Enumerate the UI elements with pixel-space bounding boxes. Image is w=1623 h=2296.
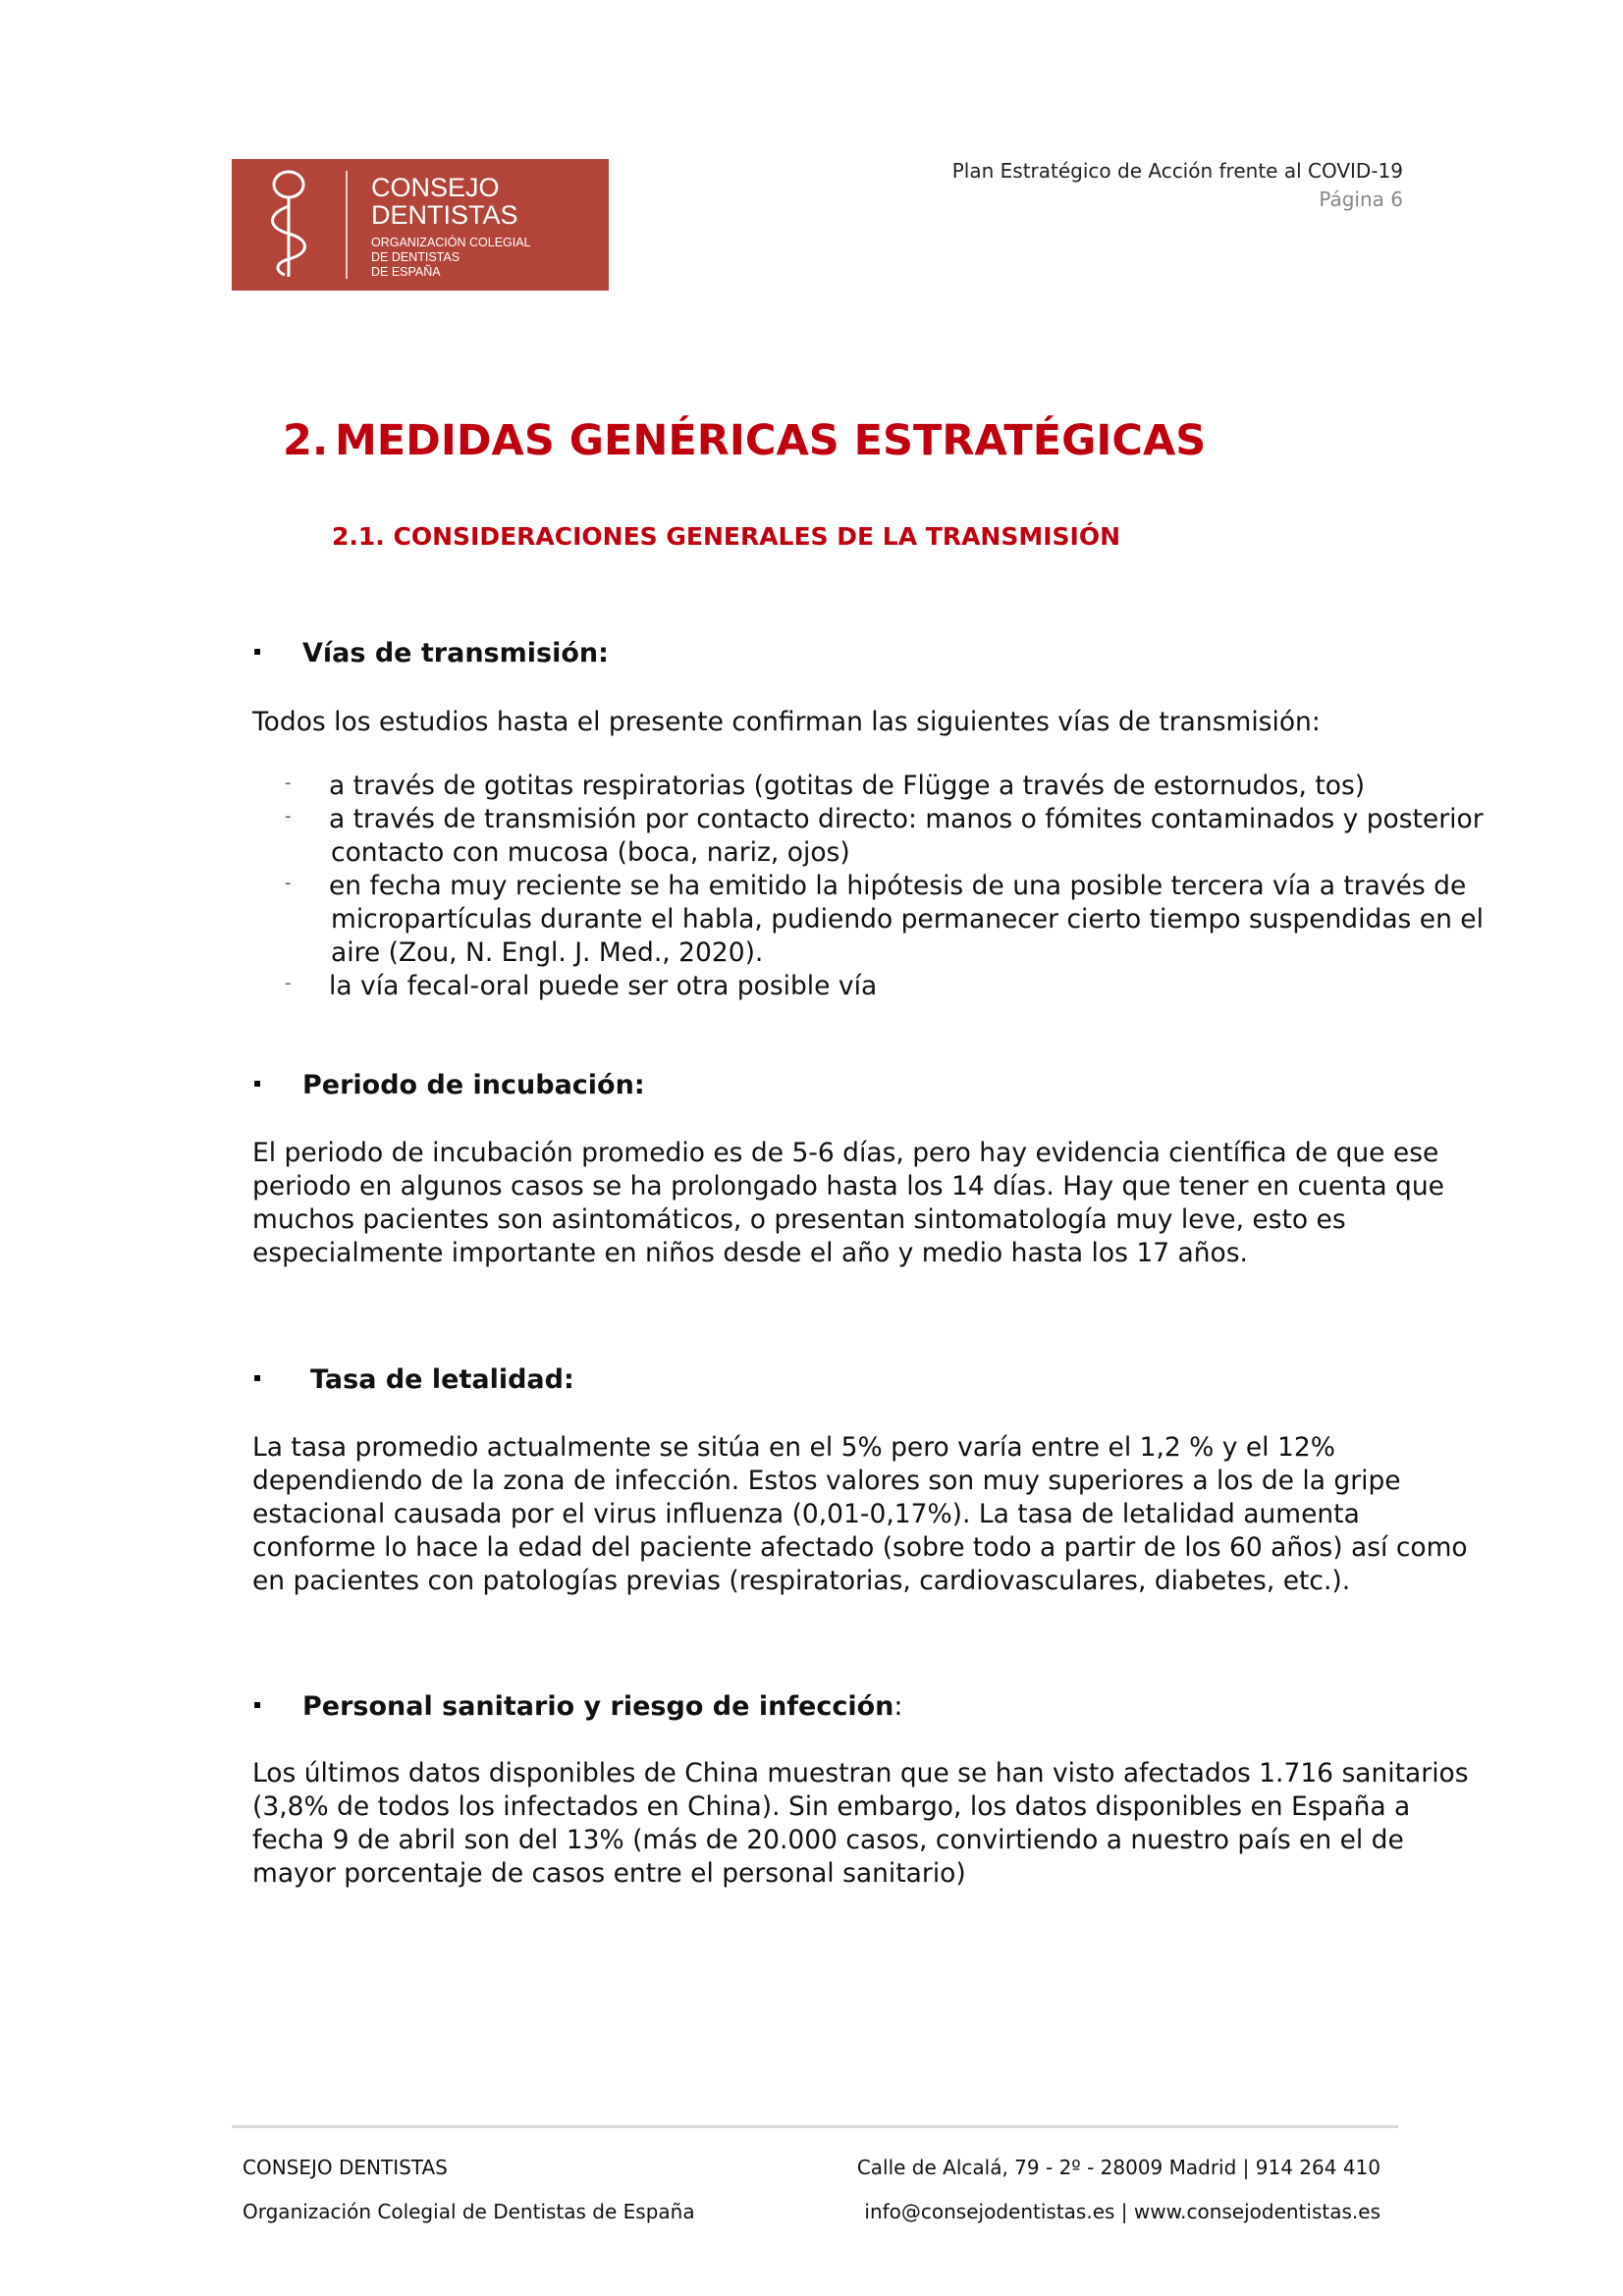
personal-title-text: Personal sanitario y riesgo de infección <box>302 1691 894 1722</box>
page-number: Página 6 <box>1319 187 1403 211</box>
personal-title-colon: : <box>893 1691 903 1722</box>
paragraph-line: especialmente importante en niños desde el año y medio hasta los 17 años. <box>252 1238 1248 1268</box>
paragraph-line: periodo en algunos casos se ha prolongado hasta los 14 días. Hay que tener en cuenta que <box>252 1171 1444 1201</box>
incubacion-paragraph <box>252 1137 1444 1270</box>
square-bullet-icon: ▪ <box>253 1076 262 1090</box>
vias-intro <box>252 706 1411 739</box>
list-item-line: contacto con mucosa (boca, nariz, ojos) <box>331 837 850 868</box>
paragraph-line: fecha 9 de abril son del 13% (más de 20.000 casos, convirtiendo a nuestro país en el de <box>252 1825 1404 1855</box>
logo-subtitle-2: DE DENTISTAS <box>371 250 460 264</box>
paragraph-line: conforme lo hace la edad del paciente afectado (sobre todo a partir de los 60 años) así como <box>252 1532 1468 1563</box>
paragraph-line: Los últimos datos disponibles de China muestran que se han visto afectados 1.716 sanitarios <box>252 1758 1469 1789</box>
paragraph-line: El periodo de incubación promedio es de 5-6 días, pero hay evidencia científica de que ese <box>252 1138 1439 1168</box>
logo-divider <box>346 171 348 279</box>
caduceus-icon <box>259 167 318 283</box>
footer-contact: info@consejodentistas.es | www.consejodentistas.es <box>864 2200 1380 2223</box>
organization-logo <box>232 159 609 291</box>
logo-subtitle-3: DE ESPAÑA <box>371 265 441 279</box>
list-item-line: aire (Zou, N. Engl. J. Med., 2020). <box>331 937 764 968</box>
subsection-heading: 2.1. CONSIDERACIONES GENERALES DE LA TRANSMISIÓN <box>332 522 1121 551</box>
dash-bullet-icon: - <box>285 873 292 893</box>
document-title: Plan Estratégico de Acción frente al COVID-19 <box>951 159 1403 183</box>
letalidad-paragraph <box>252 1431 1468 1598</box>
section-heading-text: MEDIDAS GENÉRICAS ESTRATÉGICAS <box>335 416 1207 465</box>
footer-org: CONSEJO DENTISTAS <box>243 2156 448 2179</box>
vias-title: Vías de transmisión: <box>302 638 609 668</box>
paragraph-line: La tasa promedio actualmente se sitúa en el 5% pero varía entre el 1,2 % y el 12% <box>252 1432 1335 1463</box>
list-item-line: en fecha muy reciente se ha emitido la hipótesis de una posible tercera vía a través de <box>329 871 1467 901</box>
logo-line-1: CONSEJO <box>371 173 500 202</box>
footer-divider <box>232 2125 1398 2128</box>
paragraph-line: (3,8% de todos los infectados en China). Sin embargo, los datos disponibles en España a <box>252 1791 1411 1822</box>
square-bullet-icon: ▪ <box>253 1370 262 1384</box>
vias-intro-line: Todos los estudios hasta el presente confirman las siguientes vías de transmisión: <box>252 707 1321 737</box>
square-bullet-icon: ▪ <box>253 1697 262 1711</box>
list-item-line: micropartículas durante el habla, pudiendo permanecer cierto tiempo suspendidas en el <box>331 904 1484 934</box>
list-item <box>329 970 877 1003</box>
section-number: 2. <box>283 416 329 465</box>
list-item-line: a través de transmisión por contacto directo: manos o fómites contaminados y posterior <box>329 804 1484 834</box>
list-item <box>329 803 1484 870</box>
paragraph-line: estacional causada por el virus influenza (0,01-0,17%). La tasa de letalidad aumenta <box>252 1499 1360 1529</box>
dash-bullet-icon: - <box>285 773 292 793</box>
list-item <box>329 770 1365 803</box>
list-item-line: a través de gotitas respiratorias (gotitas de Flügge a través de estornudos, tos) <box>329 771 1366 801</box>
list-item <box>329 870 1484 970</box>
list-item-line: la vía fecal-oral puede ser otra posible vía <box>329 971 878 1001</box>
dash-bullet-icon: - <box>285 806 292 827</box>
personal-paragraph <box>252 1757 1469 1891</box>
paragraph-line: mayor porcentaje de casos entre el personal sanitario) <box>252 1858 966 1889</box>
footer-address: Calle de Alcalá, 79 - 2º - 28009 Madrid | 914 264 410 <box>856 2156 1380 2179</box>
paragraph-line: dependiendo de la zona de infección. Estos valores son muy superiores a los de la gripe <box>252 1466 1401 1496</box>
dash-bullet-icon: - <box>285 973 292 993</box>
logo-line-2: DENTISTAS <box>371 200 518 230</box>
logo-subtitle-1: ORGANIZACIÓN COLEGIAL <box>371 236 531 249</box>
letalidad-title: Tasa de letalidad: <box>310 1364 574 1395</box>
footer-org-full: Organización Colegial de Dentistas de España <box>243 2200 695 2223</box>
incubacion-title: Periodo de incubación: <box>302 1070 645 1100</box>
personal-title <box>302 1691 903 1722</box>
square-bullet-icon: ▪ <box>253 644 262 658</box>
section-heading <box>283 416 1206 465</box>
paragraph-line: en pacientes con patologías previas (respiratorias, cardiovasculares, diabetes, etc.). <box>252 1566 1351 1596</box>
paragraph-line: muchos pacientes son asintomáticos, o presentan sintomatología muy leve, esto es <box>252 1204 1346 1235</box>
